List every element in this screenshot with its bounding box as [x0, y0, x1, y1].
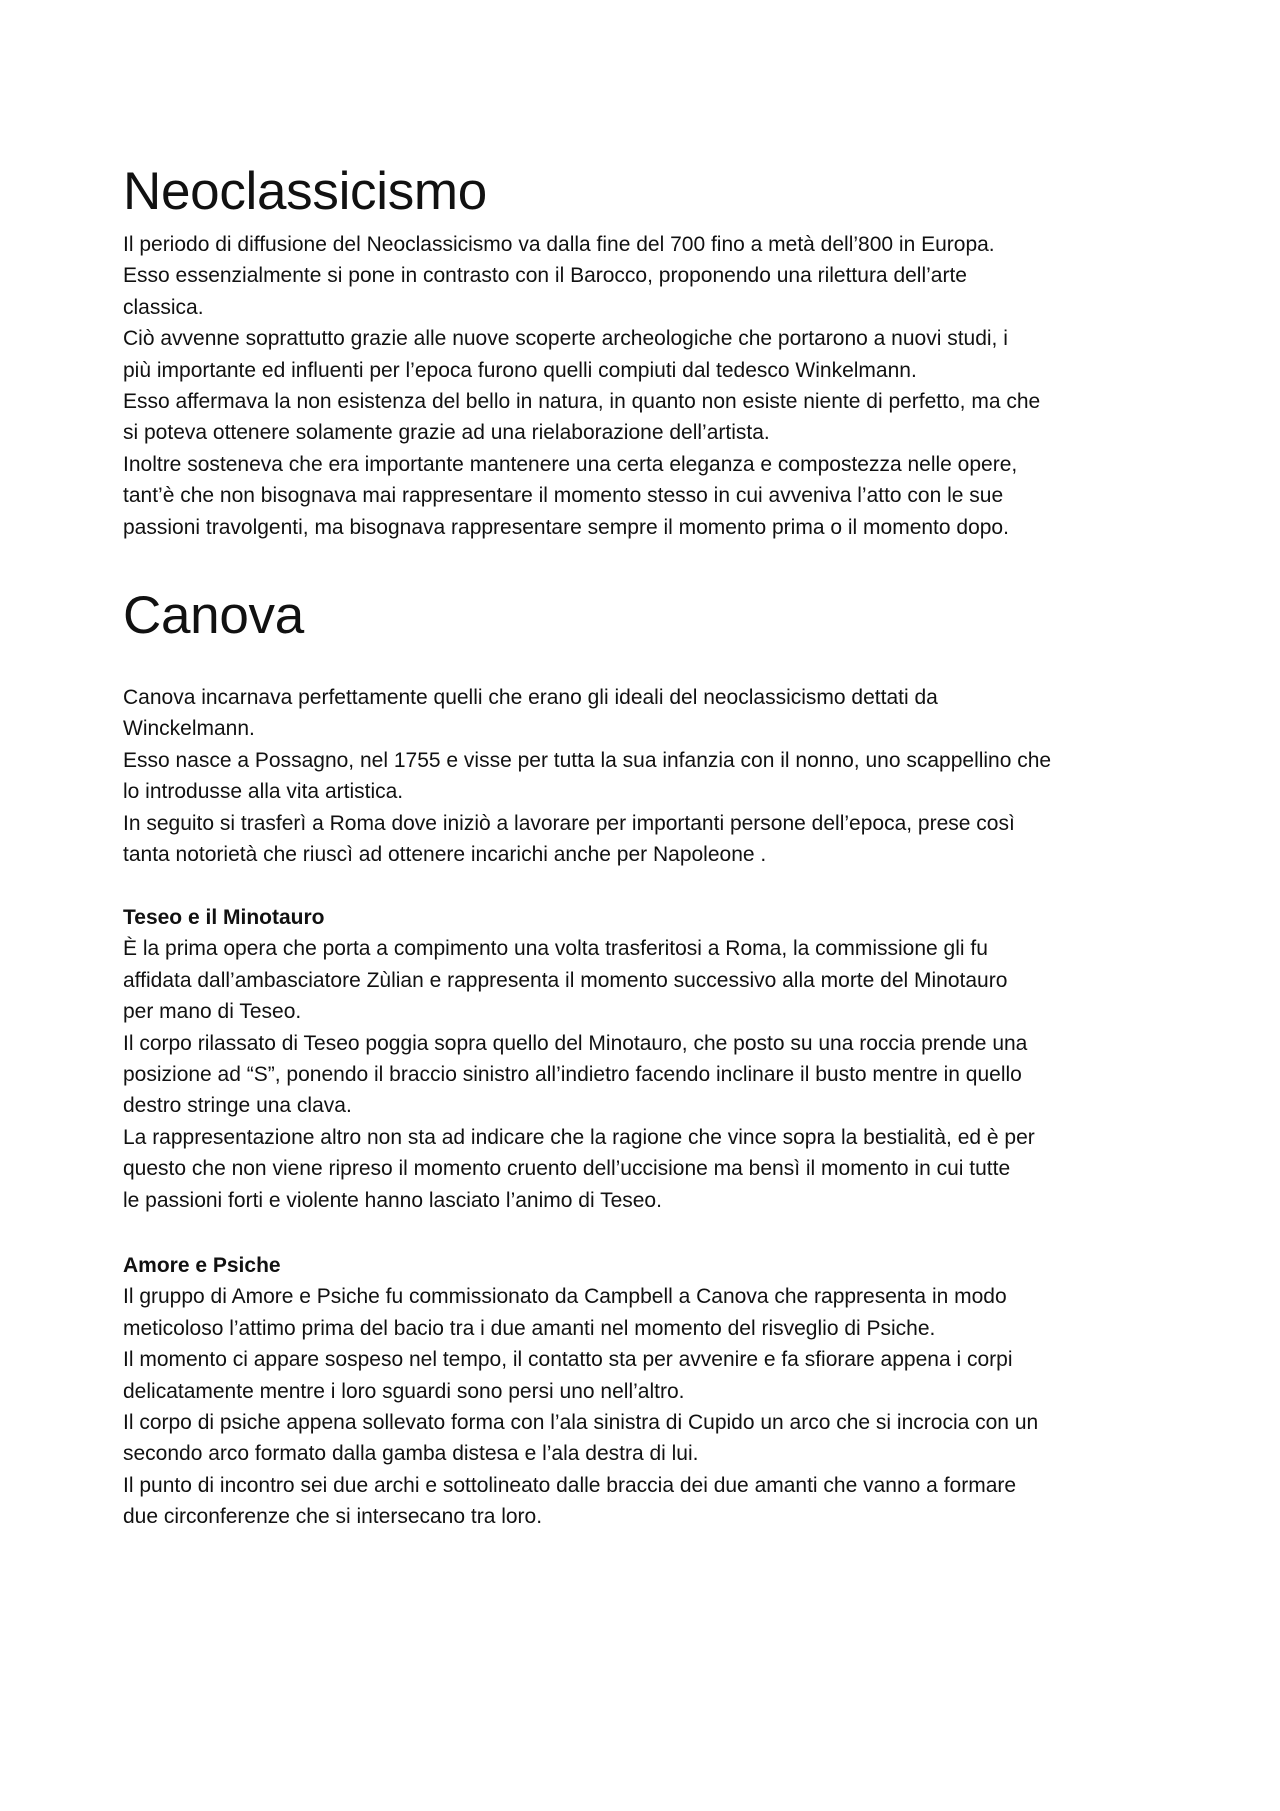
text-line: tant’è che non bisognava mai rappresentare il momento stesso in cui avveniva l’atto con le sue	[123, 484, 1004, 508]
text-line: meticoloso l’attimo prima del bacio tra i due amanti nel momento del risveglio di Psiche.	[123, 1316, 936, 1340]
text-line: lo introdusse alla vita artistica.	[123, 780, 404, 804]
subheading-teseo: Teseo e il Minotauro	[123, 906, 325, 929]
text-line: Il gruppo di Amore e Psiche fu commissionato da Campbell a Canova che rappresenta in modo	[123, 1285, 1007, 1309]
heading-canova: Canova	[123, 586, 304, 645]
text-line: tanta notorietà che riuscì ad ottenere incarichi anche per Napoleone .	[123, 843, 767, 867]
text-line: Il periodo di diffusione del Neoclassicismo va dalla fine del 700 fino a metà dell’800 in Europa.	[123, 233, 995, 256]
text-line: In seguito si trasferì a Roma dove iniziò a lavorare per importanti persone dell’epoca, prese così	[123, 811, 1015, 835]
text-line: destro stringe una clava.	[123, 1094, 352, 1118]
text-line: Canova incarnava perfettamente quelli che erano gli ideali del neoclassicismo dettati da	[123, 686, 938, 709]
text-line: Inoltre sosteneva che era importante mantenere una certa eleganza e compostezza nelle opere,	[123, 452, 1018, 476]
text-line: Il corpo rilassato di Teseo poggia sopra quello del Minotauro, che posto su una roccia prende una	[123, 1031, 1028, 1055]
text-line: posizione ad “S”, ponendo il braccio sinistro all’indietro facendo inclinare il busto mentre in quello	[123, 1063, 1022, 1087]
section-neoclassicismo-body	[123, 229, 1183, 543]
text-line: Esso nasce a Possagno, nel 1755 e visse per tutta la sua infanzia con il nonno, uno scappellino che	[123, 748, 1052, 772]
section-canova-body	[123, 682, 1183, 870]
section-amore-psiche	[123, 1250, 1183, 1533]
text-line: per mano di Teseo.	[123, 1000, 302, 1024]
subheading-amore-psiche: Amore e Psiche	[123, 1254, 281, 1277]
section-teseo	[123, 902, 1183, 1216]
text-line: affidata dall’ambasciatore Zùlian e rappresenta il momento successivo alla morte del Minotauro	[123, 968, 1008, 992]
text-line: Il punto di incontro sei due archi e sottolineato dalle braccia dei due amanti che vanno a formare	[123, 1473, 1017, 1497]
text-line: È la prima opera che porta a compimento una volta trasferitosi a Roma, la commissione gli fu	[123, 937, 988, 961]
text-line: La rappresentazione altro non sta ad indicare che la ragione che vince sopra la bestialità, ed è per	[123, 1125, 1035, 1149]
text-line: classica.	[123, 295, 204, 319]
text-line: Winckelmann.	[123, 717, 255, 741]
text-line: Il momento ci appare sospeso nel tempo, il contatto sta per avvenire e fa sfiorare appena i corpi	[123, 1348, 1013, 1372]
text-line: secondo arco formato dalla gamba distesa e l’ala destra di lui.	[123, 1442, 699, 1466]
text-line: passioni travolgenti, ma bisognava rappresentare sempre il momento prima o il momento dopo.	[123, 515, 1009, 539]
text-line: Esso affermava la non esistenza del bello in natura, in quanto non esiste niente di perfetto, ma che	[123, 390, 1041, 414]
text-line: Ciò avvenne soprattutto grazie alle nuove scoperte archeologiche che portarono a nuovi studi, i	[123, 327, 1008, 351]
text-line: le passioni forti e violente hanno lasciato l’animo di Teseo.	[123, 1188, 662, 1212]
text-line: due circonferenze che si intersecano tra loro.	[123, 1505, 543, 1529]
text-line: delicatamente mentre i loro sguardi sono persi uno nell’altro.	[123, 1379, 685, 1403]
text-line: si poteva ottenere solamente grazie ad una rielaborazione dell’artista.	[123, 421, 770, 445]
text-line: Il corpo di psiche appena sollevato forma con l’ala sinistra di Cupido un arco che si incrocia con un	[123, 1411, 1039, 1435]
text-line: Esso essenzialmente si pone in contrasto con il Barocco, proponendo una rilettura dell’arte	[123, 264, 967, 288]
text-line: più importante ed influenti per l’epoca furono quelli compiuti dal tedesco Winkelmann.	[123, 358, 917, 382]
heading-neoclassicismo: Neoclassicismo	[123, 162, 487, 221]
text-line: questo che non viene ripreso il momento cruento dell’uccisione ma bensì il momento in cui tutte	[123, 1157, 1011, 1181]
